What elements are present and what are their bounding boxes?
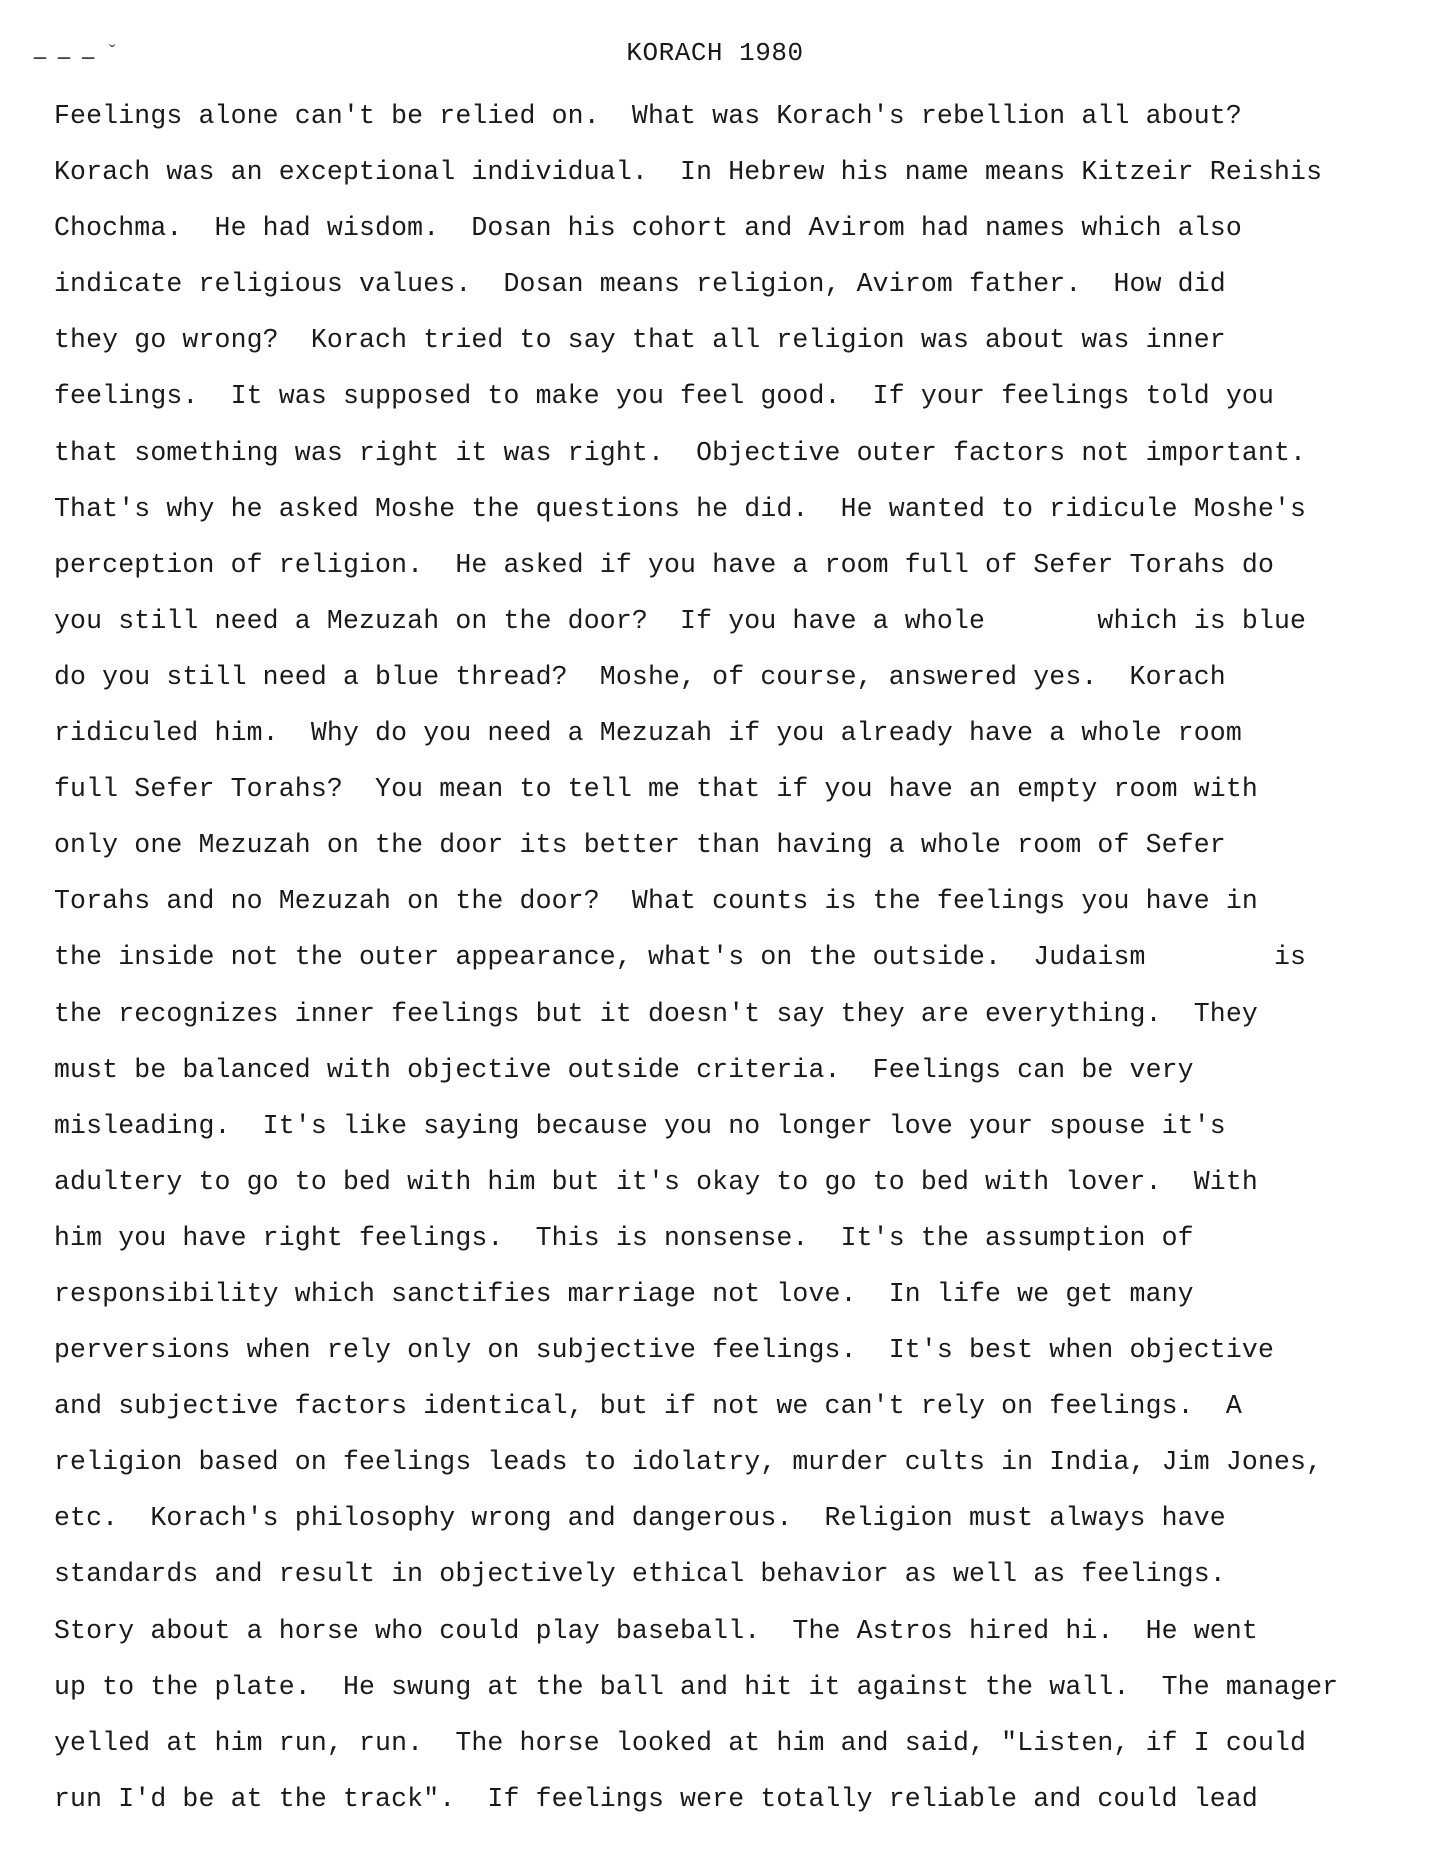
text-line: you still need a Mezuzah on the door? If you have a whole which is blue bbox=[54, 605, 1307, 636]
text-line: only one Mezuzah on the door its better than having a whole room of Sefer bbox=[54, 830, 1226, 861]
text-line: adultery to go to bed with him but it's okay to go to bed with lover. With bbox=[54, 1166, 1258, 1197]
text-line: indicate religious values. Dosan means religion, Avirom father. How did bbox=[54, 269, 1226, 300]
text-line: Korach was an exceptional individual. In Hebrew his name means Kitzeir Reishis bbox=[54, 157, 1323, 188]
page-title: KORACH 1980 bbox=[626, 38, 804, 68]
text-line: they go wrong? Korach tried to say that all religion was about was inner bbox=[54, 325, 1226, 356]
text-line: yelled at him run, run. The horse looked at him and said, "Listen, if I could bbox=[54, 1727, 1307, 1758]
text-line: ridiculed him. Why do you need a Mezuzah if you already have a whole room bbox=[54, 718, 1242, 749]
body-text bbox=[54, 88, 1414, 1827]
text-line: run I'd be at the track". If feelings were totally reliable and could lead bbox=[54, 1783, 1258, 1814]
text-line: the recognizes inner feelings but it doesn't say they are everything. They bbox=[54, 998, 1258, 1029]
text-line: the inside not the outer appearance, what's on the outside. Judaism is bbox=[54, 942, 1307, 973]
text-line: misleading. It's like saying because you no longer love your spouse it's bbox=[54, 1110, 1226, 1141]
text-line: must be balanced with objective outside criteria. Feelings can be very bbox=[54, 1054, 1194, 1085]
text-line: him you have right feelings. This is nonsense. It's the assumption of bbox=[54, 1222, 1194, 1253]
text-line: Chochma. He had wisdom. Dosan his cohort and Avirom had names which also bbox=[54, 213, 1242, 244]
text-line: that something was right it was right. Objective outer factors not important. bbox=[54, 437, 1307, 468]
text-line: perception of religion. He asked if you have a room full of Sefer Torahs do bbox=[54, 549, 1274, 580]
text-line: do you still need a blue thread? Moshe, of course, answered yes. Korach bbox=[54, 661, 1226, 692]
text-line: feelings. It was supposed to make you feel good. If your feelings told you bbox=[54, 381, 1274, 412]
text-line: Feelings alone can't be relied on. What was Korach's rebellion all about? bbox=[54, 101, 1242, 131]
text-line: That's why he asked Moshe the questions he did. He wanted to ridicule Moshe's bbox=[54, 493, 1307, 524]
text-line: etc. Korach's philosophy wrong and dangerous. Religion must always have bbox=[54, 1503, 1226, 1534]
text-line: Story about a horse who could play baseball. The Astros hired hi. He went bbox=[54, 1615, 1258, 1646]
text-line: perversions when rely only on subjective feelings. It's best when objective bbox=[54, 1335, 1274, 1366]
text-line: responsibility which sanctifies marriage not love. In life we get many bbox=[54, 1278, 1194, 1309]
text-line: up to the plate. He swung at the ball and hit it against the wall. The manager bbox=[54, 1671, 1339, 1702]
text-line: religion based on feelings leads to idolatry, murder cults in India, Jim Jones, bbox=[54, 1447, 1323, 1478]
text-line: standards and result in objectively ethical behavior as well as feelings. bbox=[54, 1559, 1226, 1590]
text-line: Torahs and no Mezuzah on the door? What counts is the feelings you have in bbox=[54, 886, 1258, 917]
corner-mark: ـ ـ ـ ˇ bbox=[34, 43, 119, 66]
text-line: and subjective factors identical, but if not we can't rely on feelings. A bbox=[54, 1391, 1242, 1422]
text-line: full Sefer Torahs? You mean to tell me that if you have an empty room with bbox=[54, 774, 1258, 805]
